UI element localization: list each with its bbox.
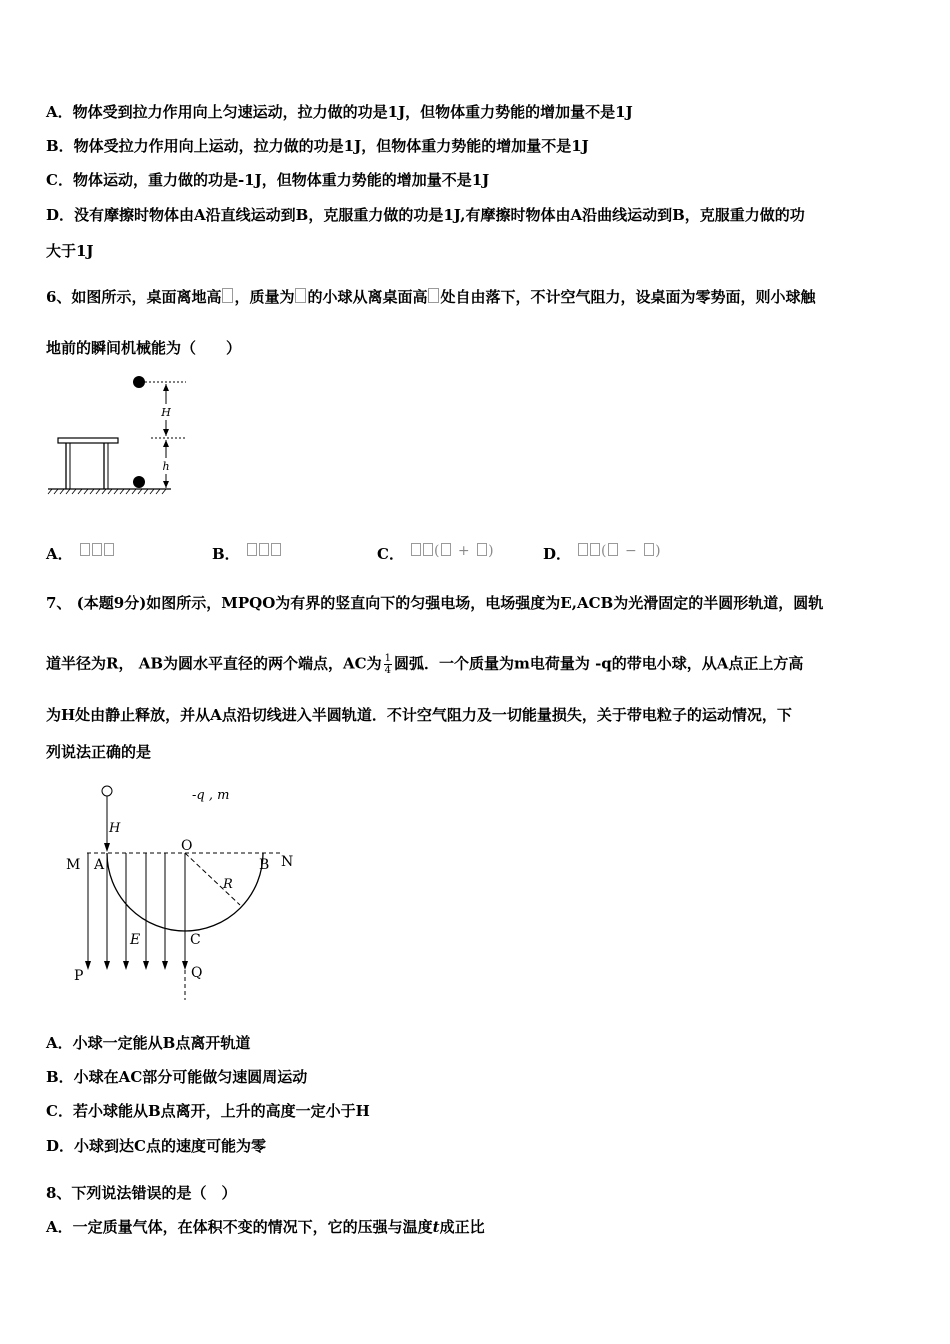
placeholder-H-symbol: [428, 288, 439, 303]
label-A: A: [94, 857, 105, 873]
label-N: N: [281, 854, 294, 870]
label-h: h: [162, 460, 170, 473]
q6-stem-line2: 地前的瞬间机械能为（ ）: [46, 339, 242, 357]
q7-stem-line1: 7、 (本题9分)如图所示，MPQO为有界的竖直向下的匀强电场，电场强度为E,ACB为光滑固定的半圆形轨道，圆轨: [46, 594, 824, 612]
q6-option-b: B．: [212, 543, 282, 564]
q5-option-b: B．物体受拉力作用向上运动，拉力做的功是1J，但物体重力势能的增加量不是1J: [46, 137, 589, 155]
label-B: B: [259, 857, 270, 873]
label-P: P: [74, 968, 84, 984]
label-R: R: [223, 877, 233, 892]
q6-figure-table-ball: [46, 372, 196, 497]
q5-option-a: A．物体受到拉力作用向上匀速运动，拉力做的功是1J，但物体重力势能的增加量不是1J: [46, 103, 633, 121]
placeholder-h-symbol: [222, 288, 233, 303]
label-H: H: [161, 406, 171, 419]
table-top: [58, 438, 118, 443]
q7-option-c: C．若小球能从B点离开，上升的高度一定小于H: [46, 1102, 370, 1120]
q7-stem-line2: 道半径为R， AB为圆水平直径的两个端点，AC为 $\frac{1}{4}$ 圆弧．一个质量为m电荷量为 -q的带电小球，从A点正上方高: [46, 653, 804, 676]
q7-option-d: D．小球到达C点的速度可能为零: [46, 1137, 266, 1155]
q7-option-a: A．小球一定能从B点离开轨道: [46, 1034, 251, 1052]
label-charge: -q , m: [192, 788, 230, 803]
label-M: M: [66, 857, 81, 873]
ball-ground: [133, 476, 145, 488]
q5-option-d-cont: 大于1J: [46, 242, 94, 260]
q7-stem-line3: 为H处由静止释放，并从A点沿切线进入半圆轨道．不计空气阻力及一切能量损失，关于带电粒子的运动情况，下: [46, 706, 792, 724]
label-E: E: [130, 932, 141, 948]
label-H: H: [109, 821, 121, 836]
q8-stem: 8、下列说法错误的是（ ）: [46, 1184, 237, 1202]
q7-option-b: B．小球在AC部分可能做匀速圆周运动: [46, 1068, 308, 1086]
ball-top: [133, 376, 145, 388]
q7-stem-line4: 列说法正确的是: [46, 743, 152, 761]
label-Q: Q: [191, 965, 203, 981]
q6-stem-line1: 6、如图所示，桌面离地高 ，质量为 的小球从离桌面高 处自由落下，不计空气阻力，设桌面为零势面，则小球触: [46, 288, 816, 306]
charged-ball: [102, 786, 112, 796]
label-C: C: [190, 932, 201, 948]
label-O: O: [181, 838, 193, 854]
q5-option-d: D．没有摩擦时物体由A沿直线运动到B，克服重力做的功是1J,有摩擦时物体由A沿曲线运动到B，克服重力做的功: [46, 206, 805, 224]
q6-option-d: D． ( − ): [543, 543, 662, 563]
q6-option-c: C． ( + ): [377, 543, 495, 563]
fraction-one-quarter: $\frac{1}{4}$: [384, 653, 391, 676]
placeholder-m-symbol: [295, 288, 306, 303]
q8-option-a: A．一定质量气体，在体积不变的情况下，它的压强与温度t成正比: [46, 1218, 485, 1236]
q7-figure-semicircle-field: [60, 780, 310, 1005]
q6-option-a: A．: [46, 543, 115, 564]
q5-option-c: C．物体运动，重力做的功是-1J，但物体重力势能的增加量不是1J: [46, 171, 490, 189]
